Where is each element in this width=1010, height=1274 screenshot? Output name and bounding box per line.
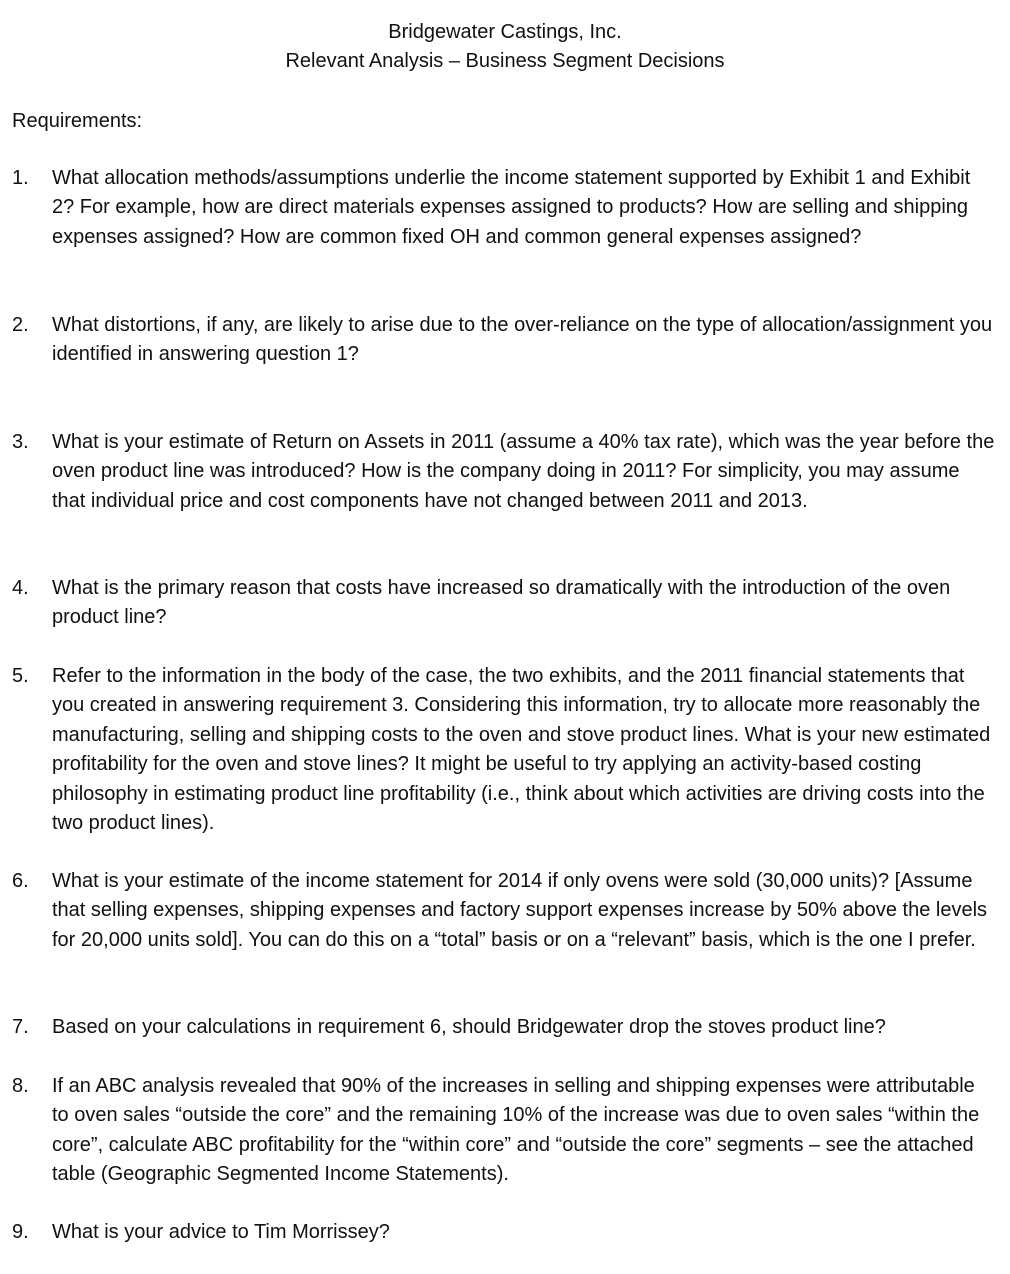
requirement-item-4 [12, 574, 997, 633]
requirement-number: 1. [12, 167, 29, 189]
requirement-number: 5. [12, 665, 29, 687]
requirement-text: Based on your calculations in requirement 6, should Bridgewater drop the stoves product line? [52, 1016, 886, 1038]
requirement-item-5 [12, 662, 997, 838]
requirement-number: 3. [12, 431, 29, 453]
requirement-number: 6. [12, 870, 29, 892]
requirement-item-7 [12, 1013, 997, 1042]
requirement-number: 8. [12, 1075, 29, 1097]
requirement-text: What distortions, if any, are likely to arise due to the over-reliance on the type of allocation/assignment you identified in answering question 1? [52, 314, 993, 366]
requirement-item-3 [12, 428, 997, 516]
requirements-heading: Requirements: [12, 110, 143, 132]
requirement-text: What allocation methods/assumptions underlie the income statement supported by Exhibit 1 and Exhibit 2? For example, how are direct materials expenses assigned to products? How are selling and shipping expenses assigned? How are common fixed OH and common general expenses assigned? [52, 167, 971, 248]
requirement-number: 4. [12, 577, 29, 599]
requirement-item-1 [12, 164, 997, 252]
requirement-number: 7. [12, 1016, 29, 1038]
requirement-number: 9. [12, 1221, 29, 1243]
requirement-text: What is the primary reason that costs have increased so dramatically with the introduction of the oven product line? [52, 577, 951, 629]
company-name: Bridgewater Castings, Inc. [388, 21, 622, 43]
requirement-item-8 [12, 1072, 997, 1190]
requirement-text: If an ABC analysis revealed that 90% of the increases in selling and shipping expenses were attributable to oven sales “outside the core” and the remaining 10% of the increase was due to oven sales “within the core”, calculate ABC profitability for the “within core” and “outside the core” segments – see the attached table (Geographic Segmented Income Statements). [52, 1075, 980, 1186]
requirement-item-2 [12, 311, 997, 370]
requirement-text: What is your estimate of the income statement for 2014 if only ovens were sold (30,000 units)? [Assume that selling expenses, shipping expenses and factory support expenses increase by 50% above the levels for 20,000 units sold]. You can do this on a “total” basis or on a “relevant” basis, which is the one I prefer. [52, 870, 988, 951]
requirement-item-6 [12, 867, 997, 955]
document-title [0, 18, 1010, 76]
requirement-text: What is your estimate of Return on Assets in 2011 (assume a 40% tax rate), which was the year before the oven product line was introduced? How is the company doing in 2011? For simplicity, you may assume that individual price and cost components have not changed between 2011 and 2013. [52, 431, 995, 512]
document-subtitle: Relevant Analysis – Business Segment Decisions [285, 50, 725, 72]
requirement-item-9 [12, 1218, 997, 1247]
requirement-text: What is your advice to Tim Morrissey? [52, 1221, 390, 1243]
requirement-text: Refer to the information in the body of the case, the two exhibits, and the 2011 financial statements that you created in answering requirement 3. Considering this information, try to allocate more reasonably the manufacturing, selling and shipping costs to the oven and stove product lines. What is your new estimated profitability for the oven and stove lines? It might be useful to try applying an activity-based costing philosophy in estimating product line profitability (i.e., think about which activities are driving costs into the two product lines). [52, 665, 991, 835]
requirement-number: 2. [12, 314, 29, 336]
